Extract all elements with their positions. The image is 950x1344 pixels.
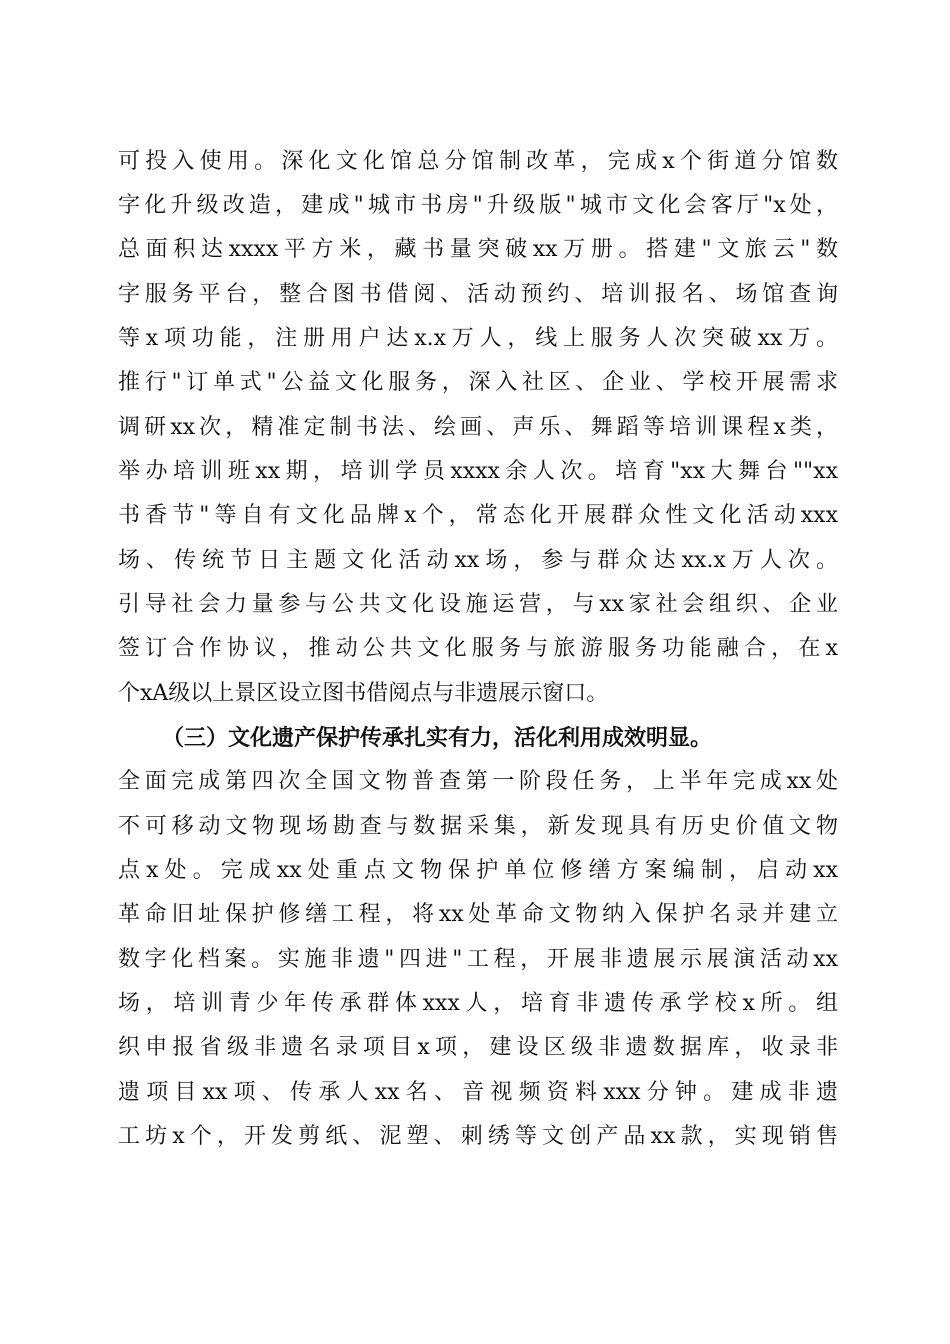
paragraph-line: 书香节"等自有文化品牌x个，常态化开展群众性文化活动xxx <box>118 503 838 528</box>
paragraph-line: 场、传统节日主题文化活动xx场，参与群众达xx.x万人次。 <box>118 548 838 573</box>
paragraph-line: 全面完成第四次全国文物普查第一阶段任务，上半年完成xx处 <box>118 769 838 794</box>
paragraph-line: 织申报省级非遗名录项目x项，建设区级非遗数据库，收录非 <box>118 1035 838 1060</box>
paragraph-line: 个xA级以上景区设立图书借阅点与非遗展示窗口。 <box>118 681 609 706</box>
paragraph-line: 可投入使用。深化文化馆总分馆制改革，完成x个街道分馆数 <box>118 149 838 174</box>
paragraph-line: 工坊x个，开发剪纸、泥塑、刺绣等文创产品xx款，实现销售 <box>118 1124 838 1149</box>
paragraph-line: 推行"订单式"公益文化服务，深入社区、企业、学校开展需求 <box>118 370 838 395</box>
paragraph-line: 场，培训青少年传承群体xxx人，培育非遗传承学校x所。组 <box>118 991 838 1016</box>
paragraph-line: 引导社会力量参与公共文化设施运营，与xx家社会组织、企业 <box>118 592 838 617</box>
paragraph-line: 签订合作协议，推动公共文化服务与旅游服务功能融合，在x <box>118 636 838 661</box>
paragraph-line: 字服务平台，整合图书借阅、活动预约、培训报名、场馆查询 <box>118 282 838 307</box>
paragraph-line: 调研xx次，精准定制书法、绘画、声乐、舞蹈等培训课程x类， <box>118 415 838 440</box>
paragraph-line: 数字化档案。实施非遗"四进"工程，开展非遗展示展演活动xx <box>118 947 838 972</box>
paragraph-line: 不可移动文物现场勘查与数据采集，新发现具有历史价值文物 <box>118 814 838 839</box>
paragraph-line: 等x项功能，注册用户达x.x万人，线上服务人次突破xx万。 <box>118 326 838 351</box>
paragraph-line: 革命旧址保护修缮工程，将xx处革命文物纳入保护名录并建立 <box>118 902 838 927</box>
paragraph-line: 点x处。完成xx处重点文物保护单位修缮方案编制，启动xx <box>118 858 838 883</box>
paragraph-line: 字化升级改造，建成"城市书房"升级版"城市文化会客厅"x处， <box>118 193 838 218</box>
paragraph-line: 举办培训班xx期，培训学员xxxx余人次。培育"xx大舞台""xx <box>118 459 838 484</box>
paragraph-line: 遗项目xx项、传承人xx名、音视频资料xxx分钟。建成非遗 <box>118 1080 838 1105</box>
section-heading: （三）文化遗产保护传承扎实有力，活化利用成效明显。 <box>162 725 713 751</box>
paragraph-line: 总面积达xxxx平方米，藏书量突破xx万册。搭建"文旅云"数 <box>118 237 838 262</box>
